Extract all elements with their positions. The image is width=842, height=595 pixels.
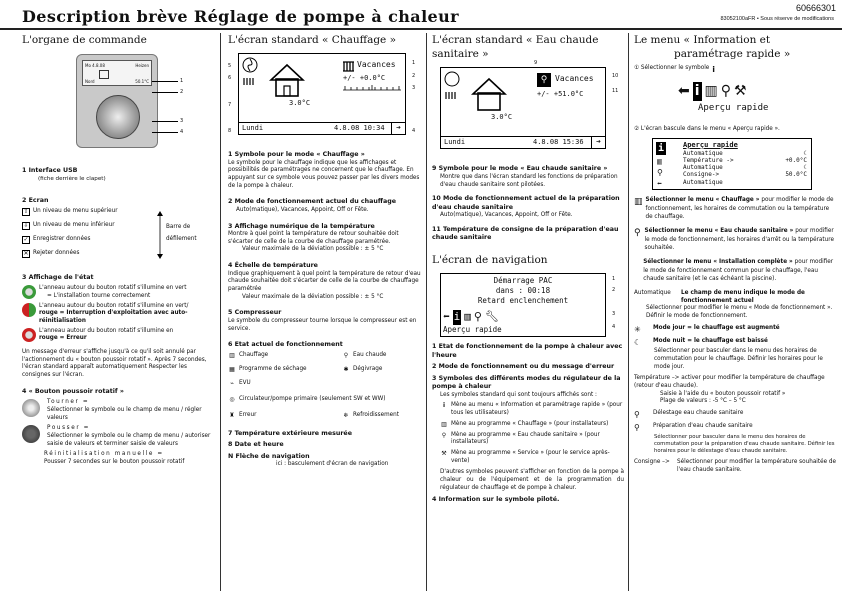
step-one bbox=[634, 65, 838, 76]
temperature-scale bbox=[343, 85, 401, 91]
section-heading: Le menu « Information et bbox=[634, 34, 771, 46]
section-heading: L'écran standard « Eau chaude sanitaire » bbox=[432, 34, 599, 61]
error-icon: ♜ bbox=[229, 411, 235, 419]
tap-icon[interactable]: ⚲ bbox=[657, 167, 663, 177]
heating-item-note: Valeur maximale de la déviation possible : ± 5 °C bbox=[242, 246, 384, 253]
radiator-icon[interactable]: ▥ bbox=[464, 310, 471, 324]
nav-line: Retard enclenchement bbox=[477, 296, 569, 306]
device-housing bbox=[76, 54, 158, 148]
nav-symbol-row bbox=[440, 421, 624, 429]
nav-item-title: 2 Mode de fonctionnement ou du message d'erreur bbox=[432, 363, 615, 371]
mini-nav-figure bbox=[634, 76, 838, 122]
tap-icon: ⚲ bbox=[441, 431, 447, 439]
heating-item-text: Indique graphiquement à quel point la température de retour d'eau chaude souhaitée doit s'écarter de celle de la courbe de chauffage paramétrée bbox=[228, 270, 421, 293]
bouton-text: Sélectionner le symbole ou le champ de menu / régler valeurs bbox=[47, 406, 202, 421]
nav-symbol-text: Mène au programme « Chauffage » (pour installateurs) bbox=[451, 420, 609, 427]
back-arrow-icon[interactable]: ⬅ bbox=[443, 310, 450, 324]
evu-icon: ⌁ bbox=[230, 379, 234, 387]
menu-block-text: pour modifier le mode de fonctionnement, les horaires de commutation ou la température de chauffage. bbox=[645, 196, 834, 221]
tap-icon: ⚲ bbox=[634, 227, 641, 238]
nav-paragraph: D'autres symboles peuvent s'afficher en fonction de la pompe à chaleur ou de l'équipement et de la programmation du régulateur de chauffage et de pompe à chaleur. bbox=[440, 469, 624, 491]
auto-block bbox=[634, 290, 838, 305]
menu-block-text: pour modifier le mode de fonctionnement, les horaires d'arrêt ou la température souhaitée. bbox=[644, 227, 834, 252]
heating-item-title: 2 Mode de fonctionnement actuel du chauffage bbox=[228, 198, 396, 206]
rotate-knob-icon bbox=[22, 399, 40, 417]
etat-label: Dégivrage bbox=[353, 365, 383, 372]
dhw-tap-icon[interactable]: ⚲ bbox=[537, 73, 551, 87]
heating-item-title: 5 Compresseur bbox=[228, 309, 282, 317]
jour-text: Mode jour = le chauffage est augmenté bbox=[653, 324, 780, 331]
callout-leader bbox=[152, 92, 178, 93]
auto-label: Automatique bbox=[634, 290, 671, 297]
scrollbar-arrow-icon bbox=[156, 210, 164, 260]
nav-symbols-intro: Les symboles standard qui sont toujours affichés sont : bbox=[440, 391, 597, 398]
device-figure bbox=[22, 51, 216, 151]
info-icon: i bbox=[442, 402, 446, 410]
dhw-item-title: 11 Température de consigne de la préparation d'eau chaude sanitaire bbox=[432, 225, 619, 242]
bouton-text: Pousser 7 secondes sur le bouton poussoir rotatif bbox=[44, 459, 185, 466]
etat-grid bbox=[228, 352, 422, 430]
status-text: L'anneau autour du bouton rotatif s'illumine en bbox=[39, 327, 174, 334]
bouton-text: Sélectionner le symbole ou le champ de menu / autoriser saisie de valeurs et terminer saisie de valeurs bbox=[47, 433, 211, 447]
date-time: 4.8.08 15:36 bbox=[533, 138, 584, 147]
outdoor-temp: 3.0°C bbox=[289, 99, 311, 108]
error-paragraph: Un message d'erreur s'affiche jusqu'à ce qu'il soit annulé par l'actionnement du « bouton poussoir rotatif ». Après 7 secondes, l'écran standard apparaît automatiquement Respecter les consignes sur l'écran. bbox=[22, 349, 207, 379]
nuit-text: Mode nuit = le chauffage est baissé bbox=[653, 337, 768, 344]
etat-label: Programme de séchage bbox=[239, 365, 307, 372]
mini-nav-symbols bbox=[678, 82, 747, 101]
device-screen-location: Nord bbox=[85, 78, 95, 84]
menu-up-icon: ⇧ bbox=[23, 207, 29, 215]
bouton-label: Tourner = bbox=[47, 399, 90, 406]
consigne-text: Sélectionner pour modifier la température souhaitée de l'eau chaude sanitaire. bbox=[677, 459, 837, 473]
callout-number: 5 bbox=[228, 63, 232, 70]
callout-number: 3 bbox=[412, 85, 416, 92]
dhw-item-text: Montre que dans l'écran standard les fonctions de préparation d'eau chaude sanitaire sont pilotées. bbox=[440, 173, 618, 188]
delestage-text: Délestage eau chaude sanitaire bbox=[653, 410, 744, 417]
heating-item-text: Auto(matique), Vacances, Appoint, Off or Fête. bbox=[236, 206, 369, 213]
nav-item-title: 1 Etat de fonctionnement de la pompe à chaleur avec l'heure bbox=[432, 343, 623, 359]
dhw-item-title: 9 Symbole pour le mode « Eau chaude sanitaire » bbox=[432, 165, 608, 173]
column-standard-dhw bbox=[432, 33, 624, 593]
item-affichage-title: 3 Affichage de l'état bbox=[22, 273, 94, 281]
nav-item-title: 4 Information sur le symbole piloté. bbox=[432, 496, 560, 504]
etat-label: Circulateur/pompe primaire (seulement SW et WW) bbox=[239, 395, 386, 402]
radiator-icon: ▥ bbox=[229, 351, 235, 359]
status-text: réinitialisation bbox=[39, 317, 86, 324]
scrollbar-label: défilement bbox=[166, 235, 197, 242]
cooling-icon: ❄ bbox=[343, 411, 349, 419]
item-ecran-title: 2 Ecran bbox=[22, 197, 49, 205]
nuit-detail: Sélectionner pour basculer dans le menu des horaires de commutation pour le chauffage. Définir les horaires pour le mode jour. bbox=[654, 348, 823, 370]
callout-number: 3 bbox=[180, 118, 184, 125]
status-text: L'anneau autour du bouton rotatif s'illumine en vert/ bbox=[39, 302, 189, 309]
apercu-value: 50.0°C bbox=[785, 171, 807, 179]
day-label: Lundi bbox=[444, 138, 466, 147]
callout-number: 1 bbox=[612, 276, 616, 283]
document-reference: 83052100aFR • Sous réserve de modifications bbox=[720, 16, 834, 22]
fan-icon bbox=[444, 71, 460, 87]
etat-label: Erreur bbox=[239, 411, 257, 418]
auto-text: Sélectionner pour modifier le menu « Mode de fonctionnement ». Définir le mode de fonctionnement. bbox=[646, 305, 833, 320]
date-time: 4.8.08 10:34 bbox=[334, 124, 385, 133]
tap-icon: ⚲ bbox=[343, 351, 349, 359]
nav-symbol-text: Mène au programme « Service » (pour le service après-vente) bbox=[451, 450, 610, 464]
apercu-key[interactable]: Consigne-> bbox=[683, 171, 720, 179]
callout-number: 1 bbox=[180, 78, 184, 85]
tail-item: 8 Date et heure bbox=[228, 441, 284, 449]
menu-block bbox=[634, 258, 838, 284]
step-two: ② L'écran bascule dans le menu « Aperçu rapide ». bbox=[634, 126, 780, 133]
status-red-row bbox=[22, 328, 216, 343]
menu-block-title: Sélectionner le menu « Eau chaude sanitaire » bbox=[644, 227, 794, 234]
info-icon: i bbox=[712, 65, 716, 75]
scrollbar-label: Barre de bbox=[166, 223, 191, 230]
nuit-row bbox=[634, 338, 838, 349]
callout-number: 10 bbox=[612, 73, 619, 80]
tail-item: N Flèche de navigation bbox=[228, 452, 310, 460]
pump-icon: ◎ bbox=[229, 395, 235, 403]
heating-item-text: Le symbole pour le chauffage indique que les affichages et possibilités de paramétrages ne concernent que le chauffage. En appuyant sur ce symbole vous pouvez passer par les divers modes de la pompe à chaleur. bbox=[228, 159, 420, 189]
tap-icon: ⚲ bbox=[634, 422, 640, 432]
dhw-item-title: 10 Mode de fonctionnement actuel de la préparation d'eau chaude sanitaire bbox=[432, 195, 620, 211]
mini-nav-label: Aperçu rapide bbox=[698, 103, 769, 114]
back-arrow-icon[interactable]: ⬅ bbox=[678, 83, 690, 100]
bouton-pousser-row bbox=[22, 425, 216, 448]
callout-leader bbox=[152, 121, 178, 122]
tap-off-icon: ⚲ bbox=[634, 410, 640, 420]
apercu-lcd bbox=[652, 138, 812, 190]
column-info-menu bbox=[634, 33, 838, 593]
nav-arrow-icon[interactable]: ➔ bbox=[591, 136, 605, 148]
info-icon: i bbox=[658, 142, 665, 154]
info-icon[interactable]: i bbox=[453, 310, 461, 324]
nav-line: Démarrage PAC bbox=[493, 276, 553, 286]
callout-number: 6 bbox=[228, 75, 232, 82]
heating-mode: Vacances bbox=[357, 60, 396, 70]
item-bouton-title: 4 « Bouton poussoir rotatif » bbox=[22, 387, 124, 395]
ecran-row bbox=[22, 222, 115, 230]
check-icon: ✓ bbox=[23, 235, 29, 243]
callout-number: 7 bbox=[228, 102, 232, 109]
info-icon[interactable]: i bbox=[694, 83, 700, 100]
nav-lcd bbox=[440, 273, 606, 337]
consigne-label: Consigne –> bbox=[634, 459, 670, 466]
heating-deviation: +/- +0.0°C bbox=[343, 74, 386, 83]
temp-sub: Plage de valeurs : -5 °C – 5 °C bbox=[660, 398, 746, 405]
status-text: rouge = Erreur bbox=[39, 335, 87, 342]
heating-fan-icon bbox=[242, 57, 258, 73]
column-divider bbox=[426, 33, 427, 591]
nav-symbol-text: Mène au programme « Eau chaude sanitaire » (pour installateurs) bbox=[451, 431, 600, 446]
radiator-icon: ▥ bbox=[634, 196, 643, 207]
house-icon bbox=[269, 62, 305, 98]
dhw-lcd bbox=[440, 67, 606, 149]
apercu-key[interactable]: Automatique bbox=[683, 164, 723, 172]
defrost-icon: ✱ bbox=[343, 365, 349, 373]
ecran-row bbox=[22, 208, 118, 216]
heating-item-text: Montre à quel point la température de retour souhaitée doit s'écarter de celle de la courbe de chauffage paramétrée. bbox=[228, 231, 399, 245]
apercu-key[interactable]: Température -> bbox=[683, 157, 734, 165]
nav-symbols bbox=[443, 310, 499, 325]
status-text: L'anneau autour du bouton rotatif s'illumine en vert bbox=[39, 285, 187, 292]
jour-row bbox=[634, 325, 838, 336]
dhw-setpoint: +/- +51.0°C bbox=[537, 90, 584, 99]
heating-item-title: 3 Affichage numérique de la température bbox=[228, 222, 375, 230]
dhw-lcd-figure bbox=[432, 60, 624, 160]
wrench-icon[interactable]: ⚒ bbox=[734, 83, 747, 100]
menu-block-title: Sélectionner le menu « Installation complète » bbox=[643, 258, 793, 265]
nav-symbol-text: Mène au menu « Information et paramétrage rapide » (pour tous les utilisateurs) bbox=[451, 402, 623, 416]
document-number: 60666301 bbox=[795, 3, 836, 13]
ecran-line: Un niveau de menu inférieur bbox=[33, 221, 115, 228]
status-redgreen-row bbox=[22, 303, 216, 326]
heating-item-text: Le symbole du compresseur tourne lorsque le compresseur est en service. bbox=[228, 317, 417, 332]
drying-icon: ▦ bbox=[229, 365, 235, 373]
item-usb-text: (fiche derrière le clapet) bbox=[38, 175, 106, 182]
dhw-mode: Vacances bbox=[555, 74, 594, 84]
nav-arrow-icon[interactable]: ➔ bbox=[391, 122, 405, 134]
wrench-icon: ⚒ bbox=[441, 449, 447, 457]
red-green-ring-icon bbox=[22, 303, 36, 317]
day-label: Lundi bbox=[242, 124, 264, 133]
column-control-unit bbox=[22, 33, 216, 593]
callout-number: 4 bbox=[412, 128, 416, 135]
nav-line: dans : 00:18 bbox=[495, 286, 551, 296]
heating-item-title: 4 Échelle de température bbox=[228, 262, 318, 270]
preparation-detail: Sélectionner pour basculer dans le menu des horaires de commutation pour la préparation d'eau chaude sanitaire. Définir les horaires pour le délestage d'eau chaude sanitaire. bbox=[654, 433, 835, 455]
green-ring-icon bbox=[22, 285, 36, 299]
heating-lcd bbox=[238, 53, 406, 135]
radiator-icon[interactable]: ▥ bbox=[657, 156, 662, 166]
radiator-icon bbox=[343, 60, 355, 72]
apercu-key[interactable]: Automatique bbox=[683, 178, 723, 186]
radiator-small-icon bbox=[445, 90, 457, 100]
item-usb-title: 1 Interface USB bbox=[22, 167, 78, 175]
heating-item-title: 1 Symbole pour le mode « Chauffage » bbox=[228, 151, 365, 159]
tail-item: 7 Température extérieure mesurée bbox=[228, 429, 352, 437]
callout-number: 2 bbox=[612, 287, 616, 294]
radiator-small-icon bbox=[243, 76, 255, 86]
outdoor-temp: 3.0°C bbox=[491, 113, 513, 122]
red-ring-icon bbox=[22, 328, 36, 342]
ecran-list bbox=[22, 208, 216, 266]
device-screen bbox=[82, 60, 152, 86]
dhw-lcd-status-bar bbox=[441, 136, 605, 148]
device-screen-temp: 50.1°C bbox=[135, 78, 149, 84]
sun-icon: ✳ bbox=[634, 324, 641, 334]
radiator-icon[interactable]: ▥ bbox=[704, 83, 718, 100]
apercu-value: ☾ bbox=[803, 149, 807, 157]
preparation-text: Préparation d'eau chaude sanitaire bbox=[653, 422, 753, 429]
auto-title: Le champ de menu indique le mode de fonctionnement actuel bbox=[681, 290, 805, 304]
etat-label: Chauffage bbox=[239, 351, 269, 358]
callout-leader bbox=[152, 81, 178, 82]
device-screen-mode: Heizen bbox=[135, 63, 149, 69]
status-green-row bbox=[22, 285, 216, 300]
push-hand-icon bbox=[22, 425, 40, 443]
back-arrow-icon[interactable]: ⬅ bbox=[657, 178, 662, 188]
ecran-row bbox=[22, 236, 90, 244]
callout-number: 4 bbox=[612, 324, 616, 331]
ecran-line: Rejeter données bbox=[33, 249, 80, 256]
nav-symbol-row bbox=[440, 450, 624, 465]
radiator-icon: ▥ bbox=[441, 420, 447, 428]
page-header bbox=[0, 0, 842, 30]
nav-symbol-row bbox=[440, 402, 624, 417]
apercu-title: Aperçu rapide bbox=[683, 140, 738, 149]
tap-icon[interactable]: ⚲ bbox=[473, 310, 482, 324]
heating-lcd-figure bbox=[228, 51, 422, 146]
callout-number: 1 bbox=[412, 60, 416, 67]
nav-lcd-figure bbox=[432, 271, 624, 341]
callout-number: 2 bbox=[412, 73, 416, 80]
section-heading: paramétrage rapide » bbox=[674, 48, 791, 61]
apercu-value: +0.0°C bbox=[785, 157, 807, 165]
menu-block-title: Sélectionner le menu « Chauffage » bbox=[645, 196, 760, 203]
nav-symbol-row bbox=[440, 432, 624, 447]
temp-sub: Saisie à l'aide du « bouton poussoir rotatif » bbox=[660, 390, 786, 397]
menu-down-icon: ⇩ bbox=[23, 221, 29, 229]
menu-block bbox=[634, 227, 838, 253]
callout-number: 8 bbox=[228, 128, 232, 135]
bouton-label: Pousser = bbox=[47, 425, 91, 432]
page-title: Description brève Réglage de pompe à chaleur bbox=[22, 7, 459, 26]
temp-label: Température –> activer pour modifier la température de chauffage (retour d'eau chaude). bbox=[634, 375, 825, 390]
column-standard-heating bbox=[228, 33, 422, 593]
delestage-row bbox=[634, 410, 838, 421]
house-icon bbox=[99, 70, 109, 79]
apercu-rows bbox=[683, 150, 807, 186]
dhw-item-text: Auto(matique), Vacances, Appoint, Off or Fête. bbox=[440, 212, 573, 219]
etat-label: Refroidissement bbox=[353, 411, 399, 418]
callout-number: 3 bbox=[612, 311, 616, 318]
consigne-row bbox=[634, 459, 838, 474]
section-heading: L'écran de navigation bbox=[432, 253, 548, 266]
menu-block-text: pour modifier le mode de fonctionnement commun pour le chauffage, l'eau chaude sanitaire (et le cas échéant la piscine). bbox=[643, 258, 834, 283]
preparation-row bbox=[634, 423, 838, 434]
section-heading: L'écran standard « Chauffage » bbox=[228, 34, 397, 46]
menu-block bbox=[634, 196, 838, 222]
nav-item-title: 3 Symboles des différents modes du régulateur de la pompe à chaleur bbox=[432, 374, 621, 391]
nav-label: Aperçu rapide bbox=[443, 324, 502, 334]
apercu-key[interactable]: Automatique bbox=[683, 149, 723, 157]
step-text: ① Sélectionner le symbole bbox=[634, 65, 710, 72]
column-divider bbox=[628, 33, 629, 591]
ecran-line: Un niveau de menu supérieur bbox=[33, 207, 118, 214]
etat-label: Eau chaude bbox=[353, 351, 387, 358]
wrench-icon[interactable]: 🔧︎ bbox=[484, 310, 499, 324]
apercu-value: ☾ bbox=[803, 164, 807, 172]
tap-icon[interactable]: ⚲ bbox=[720, 83, 732, 100]
heating-item-note: Valeur maximale de la déviation possible : ± 5 °C bbox=[242, 293, 384, 300]
callout-number: 9 bbox=[534, 60, 538, 67]
ecran-row bbox=[22, 250, 79, 258]
moon-icon: ☾ bbox=[634, 337, 642, 347]
bouton-reinit bbox=[44, 451, 216, 466]
status-text: rouge = Interruption d'exploitation avec auto- bbox=[39, 310, 188, 317]
callout-leader bbox=[152, 132, 178, 133]
status-text: = L'installation tourne correctement bbox=[47, 292, 151, 299]
etat-label: EVU bbox=[239, 379, 251, 386]
rotary-push-button[interactable] bbox=[96, 95, 140, 139]
device-screen-date: Mo 4.8.08 bbox=[85, 63, 105, 69]
callout-number: 4 bbox=[180, 129, 184, 136]
bouton-label: Réinitialisation manuelle = bbox=[44, 451, 164, 458]
tail-text: ici : basculement d'écran de navigation bbox=[276, 461, 389, 468]
house-icon bbox=[471, 76, 507, 112]
ecran-line: Enregistrer données bbox=[33, 235, 91, 242]
section-heading: L'organe de commande bbox=[22, 34, 147, 46]
column-divider bbox=[220, 33, 221, 591]
etat-title: 6 Etat actuel de fonctionnement bbox=[228, 341, 343, 349]
bouton-tourner-row bbox=[22, 399, 216, 422]
heating-lcd-status-bar bbox=[239, 122, 405, 134]
reject-icon: ✕ bbox=[23, 249, 29, 257]
callout-number: 2 bbox=[180, 89, 184, 96]
callout-number: 11 bbox=[612, 88, 619, 95]
